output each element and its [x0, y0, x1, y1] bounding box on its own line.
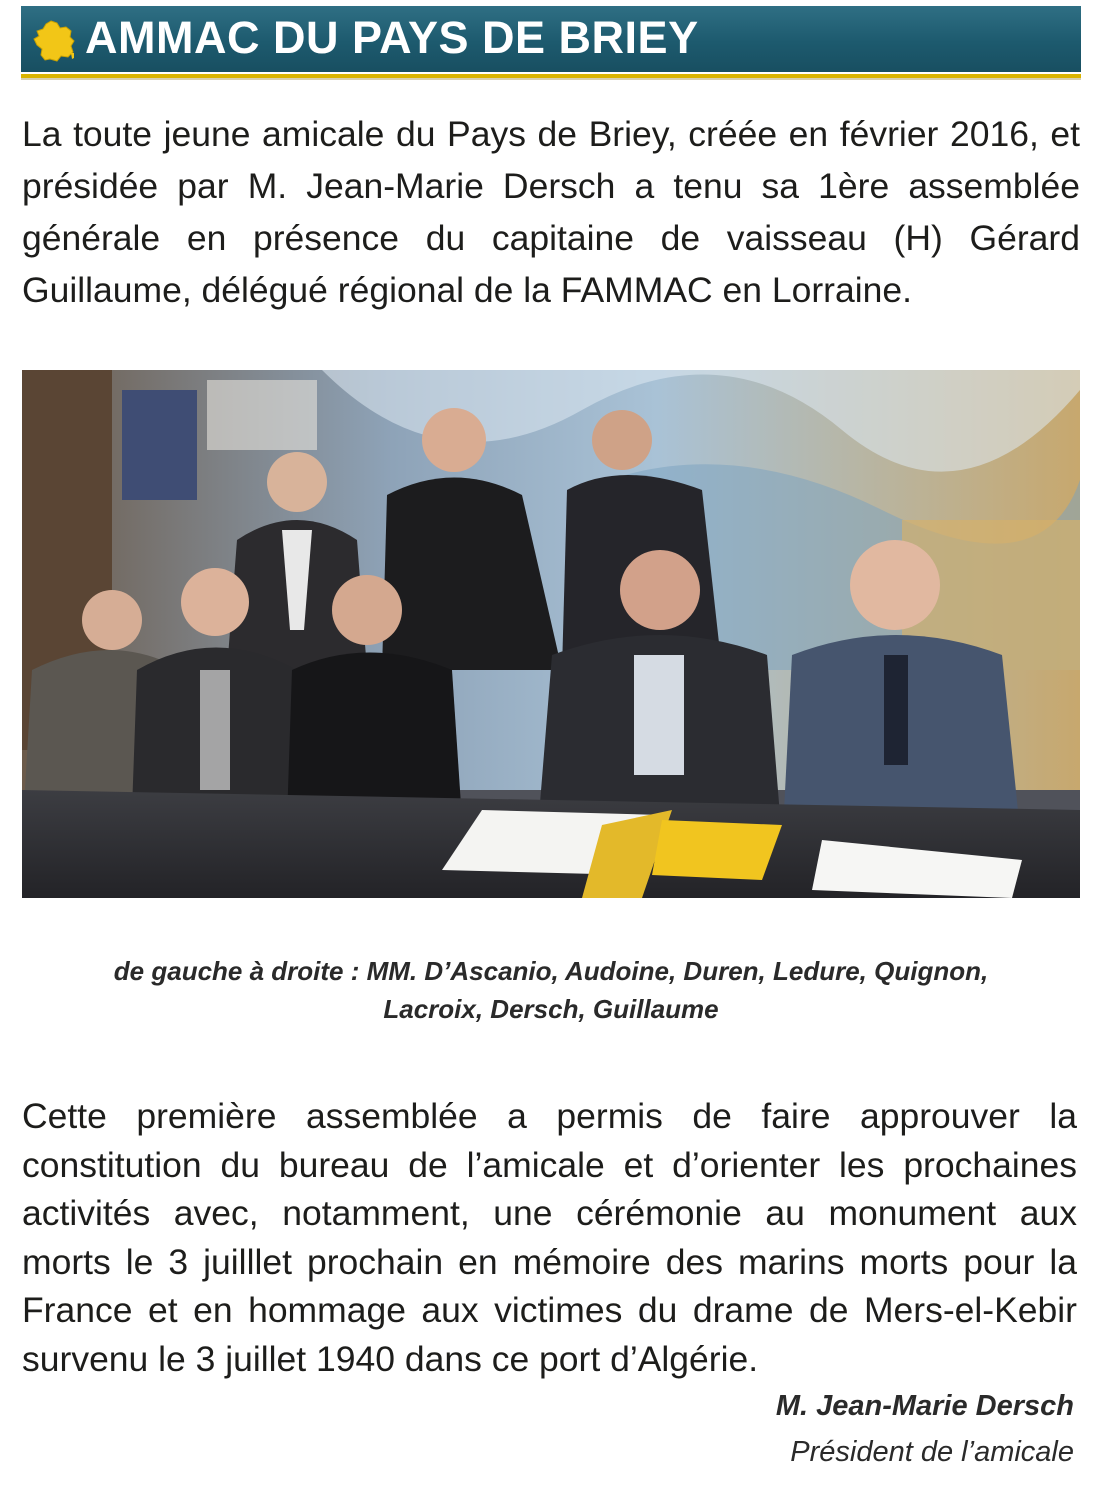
group-photo-illustration: [22, 370, 1080, 898]
header-underline-shadow: [21, 78, 1081, 80]
article-title: AMMAC DU PAYS DE BRIEY: [85, 12, 699, 63]
intro-paragraph: La toute jeune amicale du Pays de Briey, créée en février 2016, et présidée par M. Jean-Marie Dersch a tenu sa 1ère assemblée générale en présence du capitaine de vaisseau (H) Gérard Guillaume, délégué régional de la FAMMAC en Lorraine.: [22, 114, 1080, 310]
group-photo: [22, 370, 1080, 898]
photo-caption-line-1: de gauche à droite : MM. D’Ascanio, Audoine, Duren, Ledure, Quignon,: [113, 956, 989, 986]
body-paragraph: Cette première assemblée a permis de faire approuver la constitution du bureau de l’amicale et d’orienter les prochaines activités avec, notamment, une cérémonie au monument aux morts le 3 juilllet prochain en mémoire des marins morts pour la France et en hommage aux victimes du drame de Mers-el-Kebir survenu le 3 juillet 1940 dans ce port d’Algérie.: [22, 1096, 1077, 1379]
photo-caption-line-2: Lacroix, Dersch, Guillaume: [383, 994, 719, 1024]
photo-caption: [22, 952, 1080, 1028]
signature-name: M. Jean-Marie Dersch: [775, 1390, 1074, 1422]
signature-role: Président de l’amicale: [790, 1436, 1074, 1468]
france-map-icon: [31, 19, 77, 63]
